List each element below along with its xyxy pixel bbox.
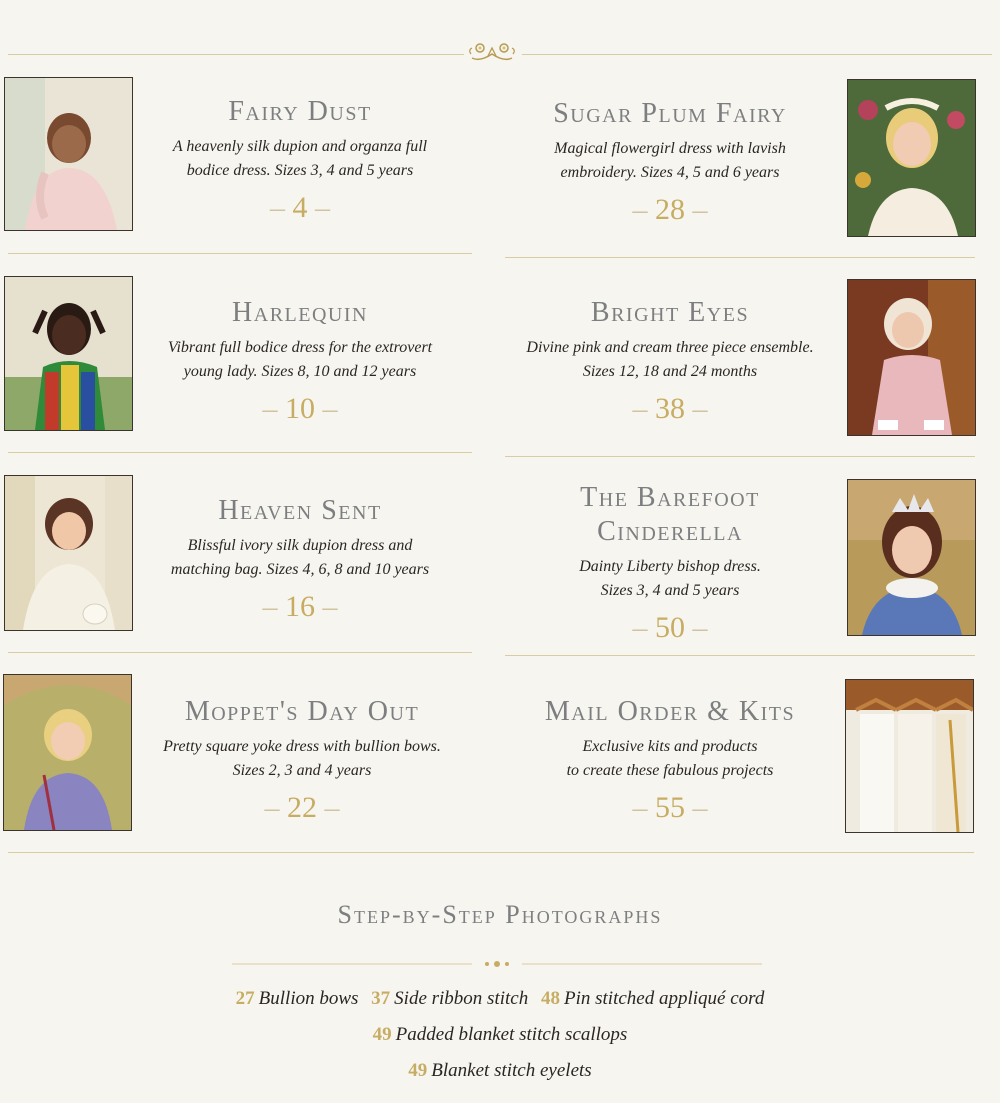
desc-line: bodice dress. Sizes 3, 4 and 5 years <box>186 162 414 179</box>
divider-rule <box>505 456 975 457</box>
entry-harlequin[interactable] <box>140 296 460 426</box>
step-label: Blanket stitch eyelets <box>431 1060 592 1081</box>
entry-title: Fairy Dust <box>228 96 372 127</box>
page-number: – 38 – <box>632 392 708 425</box>
entry-fairy-dust[interactable] <box>140 95 460 225</box>
desc-line: Divine pink and cream three piece ensemble. <box>526 339 814 356</box>
step-item[interactable] <box>408 1060 591 1081</box>
photo-sugar-plum-fairy <box>847 79 976 237</box>
steps-title: Step-by-Step Photographs <box>337 900 663 929</box>
steps-line-2 <box>0 1024 1000 1046</box>
page-number: – 10 – <box>262 392 338 425</box>
page-number: – 50 – <box>632 611 708 644</box>
page-number: – 16 – <box>262 590 338 623</box>
divider-rule <box>505 655 975 656</box>
entry-description <box>140 336 460 384</box>
step-page: 48 <box>540 988 560 1009</box>
page-number: – 28 – <box>632 193 708 226</box>
desc-line: Sizes 3, 4 and 5 years <box>600 582 740 599</box>
step-page: 27 <box>235 988 255 1009</box>
page-number-value: 16 <box>285 590 315 623</box>
divider-rule <box>505 257 975 258</box>
desc-line: Dainty Liberty bishop dress. <box>579 558 761 575</box>
photo-fairy-dust <box>4 77 133 231</box>
step-page: 49 <box>372 1024 392 1045</box>
entry-title: Sugar Plum Fairy <box>553 98 787 129</box>
desc-line: young lady. Sizes 8, 10 and 12 years <box>183 363 417 380</box>
page-number: – 22 – <box>264 791 340 824</box>
steps-line-3 <box>0 1060 1000 1082</box>
steps-line-1 <box>0 988 1000 1010</box>
step-label: Bullion bows <box>258 988 359 1009</box>
desc-line: Sizes 12, 18 and 24 months <box>582 363 758 380</box>
entry-description <box>505 336 835 384</box>
desc-line: Sizes 2, 3 and 4 years <box>232 762 372 779</box>
photo-bright-eyes <box>847 279 976 436</box>
photo-barefoot-cinderella <box>847 479 976 636</box>
entry-bright-eyes[interactable] <box>505 296 835 426</box>
photo-heaven-sent <box>4 475 133 631</box>
divider-rule <box>8 253 472 254</box>
step-item[interactable] <box>373 1024 628 1045</box>
page-number: – 4 – <box>270 191 330 224</box>
entry-barefoot-cinderella[interactable] <box>510 481 830 645</box>
desc-line: embroidery. Sizes 4, 5 and 6 years <box>560 164 780 181</box>
entry-mail-order-kits[interactable] <box>505 695 835 825</box>
desc-line: Vibrant full bodice dress for the extrovert <box>167 339 433 356</box>
entry-description <box>140 534 460 582</box>
page-number-value: 10 <box>285 392 315 425</box>
entry-title-line-1: The Barefoot <box>580 482 760 513</box>
entry-moppets-day-out[interactable] <box>130 695 474 825</box>
desc-line: Pretty square yoke dress with bullion bows. <box>163 738 441 755</box>
entry-title: Harlequin <box>232 297 368 328</box>
step-label: Pin stitched appliqué cord <box>563 988 765 1009</box>
entry-description <box>130 735 474 783</box>
entry-description <box>510 555 830 603</box>
page-number-value: 50 <box>655 611 685 644</box>
step-label: Side ribbon stitch <box>394 988 529 1009</box>
step-page: 49 <box>408 1060 428 1081</box>
desc-line: A heavenly silk dupion and organza full <box>172 138 428 155</box>
page-number: – 55 – <box>632 791 708 824</box>
entry-description <box>510 137 830 185</box>
step-label: Padded blanket stitch scallops <box>395 1024 628 1045</box>
entry-title: Bright Eyes <box>590 297 750 328</box>
entry-description <box>140 135 460 183</box>
divider-rule <box>8 652 472 653</box>
entry-title-line-2: Cinderella <box>597 516 743 547</box>
header-rule-left <box>8 54 464 55</box>
page-number-value: 28 <box>655 193 685 226</box>
entry-heaven-sent[interactable] <box>140 494 460 624</box>
photo-mail-order-kits <box>845 679 974 833</box>
desc-line: matching bag. Sizes 4, 6, 8 and 10 years <box>170 561 430 578</box>
step-item[interactable] <box>236 988 359 1009</box>
entry-description <box>505 735 835 783</box>
photo-moppets-day-out <box>3 674 132 831</box>
desc-line: Exclusive kits and products <box>582 738 758 755</box>
page-number-value: 38 <box>655 392 685 425</box>
page-number-value: 4 <box>292 191 308 224</box>
desc-line: Magical flowergirl dress with lavish <box>554 140 786 157</box>
entry-sugar-plum-fairy[interactable] <box>510 97 830 227</box>
step-item[interactable] <box>541 988 764 1009</box>
divider-rule <box>8 452 472 453</box>
desc-line: Blissful ivory silk dupion dress and <box>187 537 413 554</box>
header-rule-right <box>522 54 992 55</box>
page-number-value: 55 <box>655 791 685 824</box>
step-item[interactable] <box>371 988 528 1009</box>
entry-title: Moppet's Day Out <box>184 696 420 727</box>
entry-title: Heaven Sent <box>218 495 382 526</box>
step-page: 37 <box>371 988 391 1009</box>
page-number-value: 22 <box>287 791 317 824</box>
entry-title: Mail Order & Kits <box>544 696 796 727</box>
photo-harlequin <box>4 276 133 431</box>
floral-ornament-icon <box>466 40 518 64</box>
desc-line: to create these fabulous projects <box>566 762 774 779</box>
divider-rule <box>8 852 974 853</box>
steps-rule <box>232 956 762 966</box>
